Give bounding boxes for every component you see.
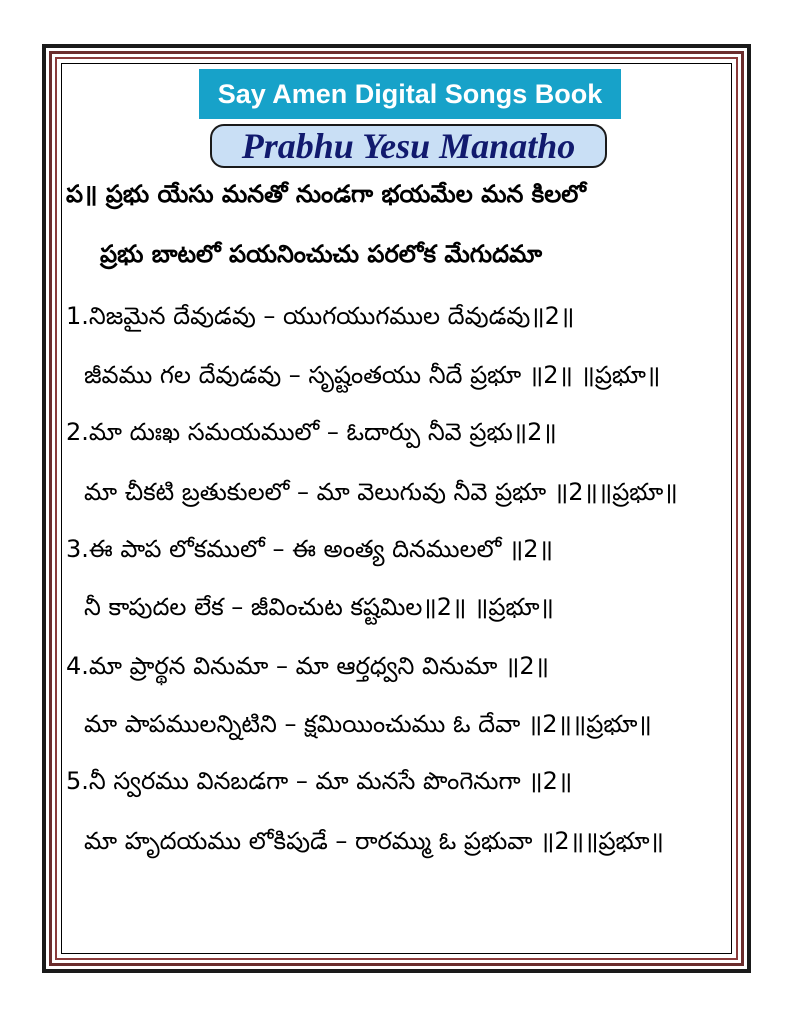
chorus-line-2: ప్రభు బాటలో పయనించుచు పరలోక మేగుదమా [100, 240, 543, 268]
verse-3-line-2: నీ కాపుదల లేక – జీవించుట కష్టమిల॥2॥ ॥ప్రభూ॥ [84, 593, 554, 621]
verse-2-line-2: మా చీకటి బ్రతుకులలో – మా వెలుగువు నీవె ప్రభూ ॥2॥॥ప్రభూ॥ [84, 478, 678, 506]
verse-1-line-2: జీవము గల దేవుడవు – సృష్టంతయు నీదే ప్రభూ ॥2॥ ॥ప్రభూ॥ [84, 361, 661, 389]
verse-4-line-1: 4.మా ప్రార్థన వినుమా – మా ఆర్తధ్వని వినుమా ॥2॥ [66, 652, 549, 680]
verse-1-line-1: 1.నిజమైన దేవుడవు – యుగయుగముల దేవుడవు॥2॥ [66, 302, 575, 330]
verse-3-line-1: 3.ఈ పాప లోకములో – ఈ అంత్య దినములలో ॥2॥ [66, 535, 553, 563]
verse-2-line-1: 2.మా దుఃఖ సమయములో – ఓదార్పు నీవె ప్రభు॥2॥ [66, 418, 557, 446]
verse-4-line-2: మా పాపములన్నిటిని – క్షమియించుము ఓ దేవా ॥2॥॥ప్రభూ॥ [84, 710, 652, 738]
verse-5-line-1: 5.నీ స్వరము వినబడగా – మా మనసే పొంగెనుగా ॥2॥ [66, 767, 573, 795]
song-title: Prabhu Yesu Manatho [210, 124, 607, 168]
book-banner: Say Amen Digital Songs Book [199, 69, 621, 119]
chorus-line-1: ప॥ ప్రభు యేసు మనతో నుండగా భయమేల మన కిలలో [66, 180, 586, 208]
verse-5-line-2: మా హృదయము లోకిపుడే – రారమ్ము ఓ ప్రభువా ॥2॥॥ప్రభూ॥ [84, 827, 664, 855]
